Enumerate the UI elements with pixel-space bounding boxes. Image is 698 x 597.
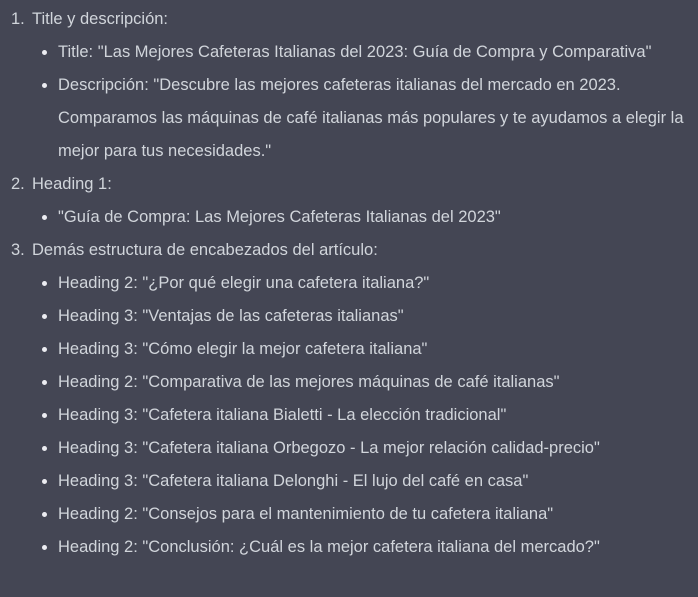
bullet-item	[32, 300, 698, 333]
bullet-item	[32, 36, 698, 69]
bullet-text: Heading 3: "Cafetera italiana Bialetti - La elección tradicional"	[58, 406, 507, 424]
bullet-item	[32, 201, 698, 234]
section-heading: Demás estructura de encabezados del artículo:	[32, 241, 378, 259]
bullet-text: Title: "Las Mejores Cafeteras Italianas del 2023: Guía de Compra y Comparativa"	[58, 43, 652, 61]
bullet-icon	[42, 545, 47, 550]
bullet-text: Heading 3: "Cafetera italiana Orbegozo - La mejor relación calidad-precio"	[58, 439, 600, 457]
list-section-3	[0, 234, 698, 564]
bullet-text: Heading 3: "Cómo elegir la mejor cafetera italiana"	[58, 340, 428, 358]
bullet-item	[32, 69, 698, 168]
list-section-2	[0, 168, 698, 234]
bullet-item	[32, 465, 698, 498]
bullet-icon	[42, 479, 47, 484]
section-heading: Heading 1:	[32, 175, 112, 193]
bullet-text: Heading 2: "¿Por qué elegir una cafetera italiana?"	[58, 274, 430, 292]
section-number: 1.	[11, 10, 25, 28]
bullet-icon	[42, 446, 47, 451]
bullet-item	[32, 498, 698, 531]
numbered-list	[0, 3, 698, 564]
bullet-item	[32, 267, 698, 300]
bullet-icon	[42, 314, 47, 319]
bullet-text: Heading 2: "Conclusión: ¿Cuál es la mejor cafetera italiana del mercado?"	[58, 538, 600, 556]
bullet-item	[32, 399, 698, 432]
section-heading: Title y descripción:	[32, 10, 169, 28]
bullet-icon	[42, 413, 47, 418]
list-section-1	[0, 3, 698, 168]
bullet-icon	[42, 347, 47, 352]
bullet-text: Heading 3: "Ventajas de las cafeteras italianas"	[58, 307, 404, 325]
section-number: 2.	[11, 175, 25, 193]
bullet-text: Heading 2: "Comparativa de las mejores máquinas de café italianas"	[58, 373, 560, 391]
bullet-item	[32, 333, 698, 366]
bullet-item	[32, 366, 698, 399]
bullet-text: "Guía de Compra: Las Mejores Cafeteras Italianas del 2023"	[58, 208, 501, 226]
bullet-icon	[42, 512, 47, 517]
bullet-icon	[42, 83, 47, 88]
bullet-text: Heading 3: "Cafetera italiana Delonghi - El lujo del café en casa"	[58, 472, 529, 490]
bullet-icon	[42, 50, 47, 55]
bullet-text: Heading 2: "Consejos para el mantenimiento de tu cafetera italiana"	[58, 505, 554, 523]
bullet-list	[32, 267, 698, 564]
bullet-icon	[42, 281, 47, 286]
section-number: 3.	[11, 241, 25, 259]
bullet-icon	[42, 215, 47, 220]
bullet-text: Descripción: "Descubre las mejores cafeteras italianas del mercado en 2023. Comparamos las máquinas de café italianas más populares y te ayudamos a elegir la mejor para tus necesidades."	[58, 76, 684, 160]
bullet-list	[32, 201, 698, 234]
bullet-icon	[42, 380, 47, 385]
bullet-item	[32, 432, 698, 465]
bullet-item	[32, 531, 698, 564]
bullet-list	[32, 36, 698, 168]
